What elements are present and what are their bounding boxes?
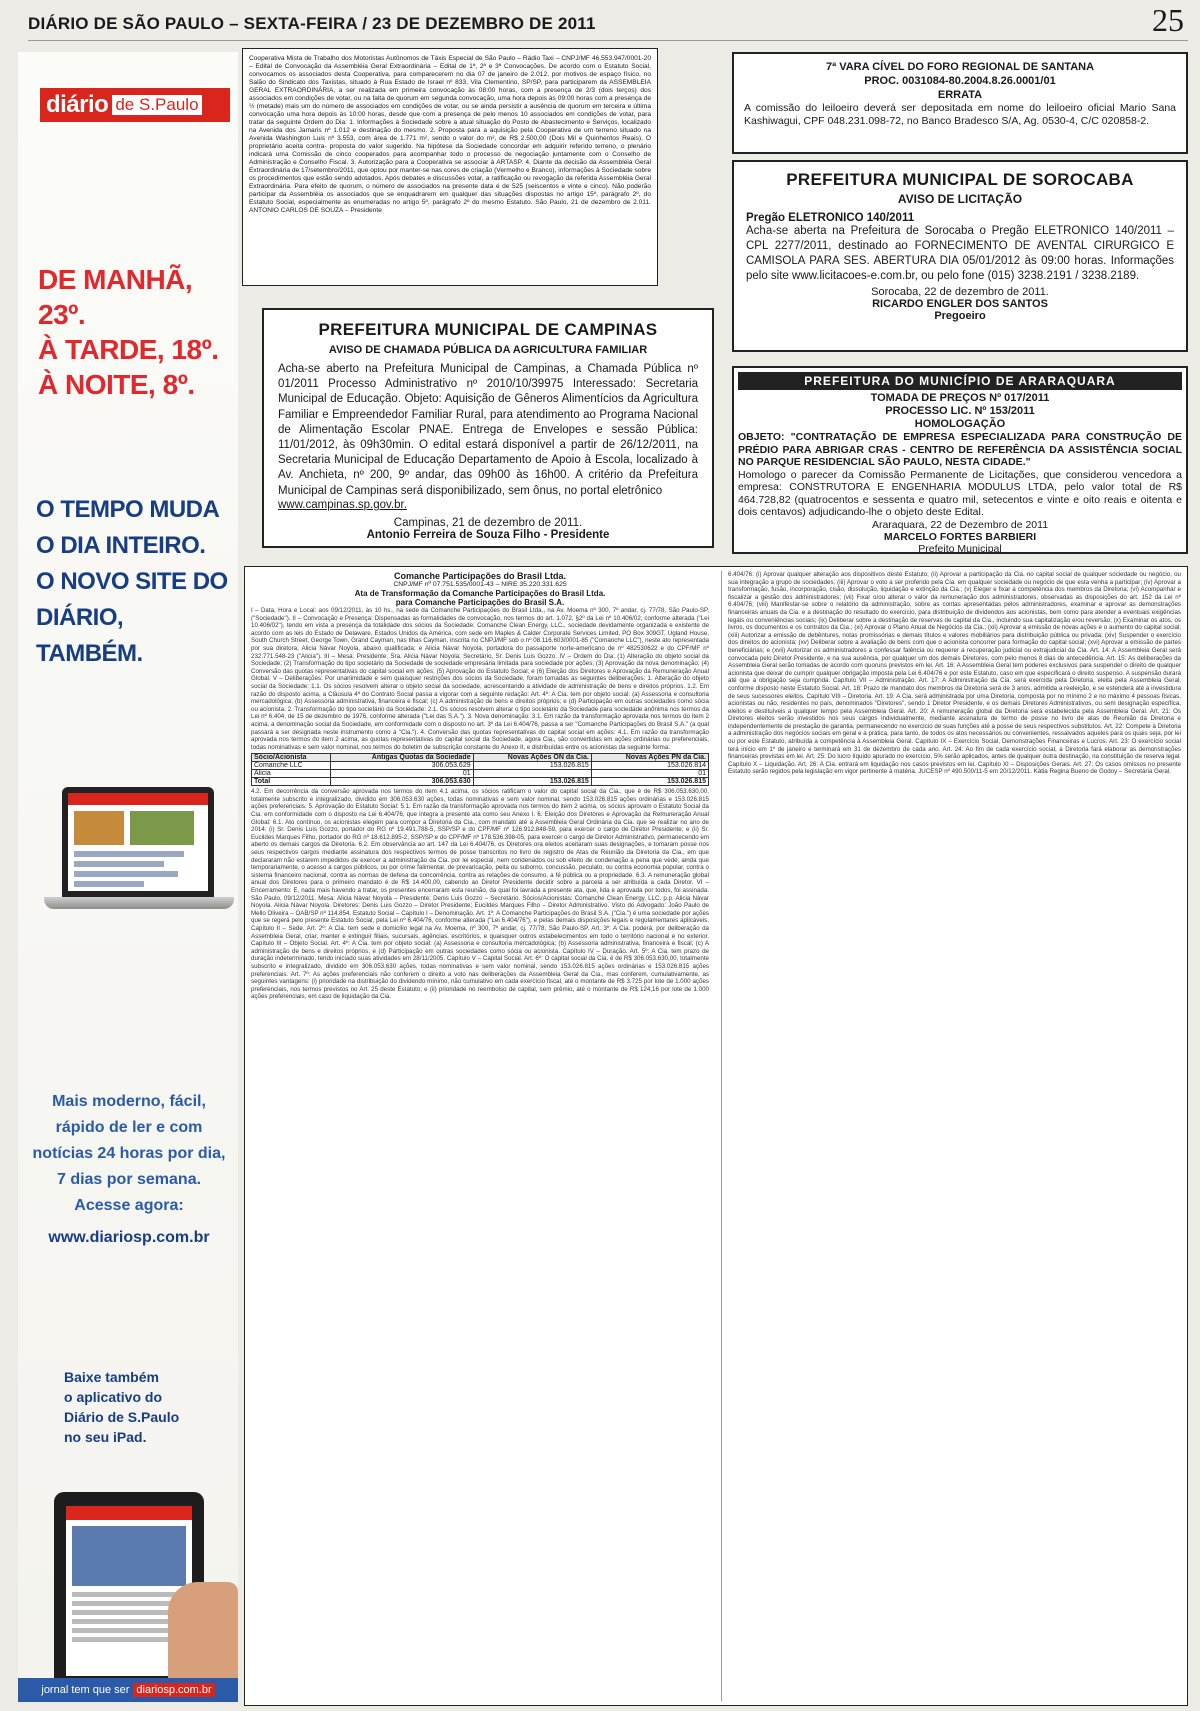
comanche-paragraph-3: 6.404/76: (i) Aprovar qualquer alteração aos dispositivos deste Estatuto; (ii) Aprovar a participação da Cia. no capital social de qualquer sociedade ou negócio, ou sua integração a grupo de sociedades; (iii) Aprovar o voto a ser proferido pela Cia. em qualquer sociedade ou negócio de que esta venha a participar; (iv) Aprovar a transformação, fusão, incorporação, cisão, dissolução, liquidação e extinção da Cia.; (v) Eleger e fixar a competência dos membros da Diretoria; (vi) Acompanhar e fiscalizar a gestão dos administradores; (vii) Fixar o/ou alterar o valor da remuneração dos administradores, observadas as disposições do art. 152 da Lei nº 6.404/76; (viii) Manifestar-se sobre o relatório da administração, sobre as contas apresentadas pelos administradores, examinar e aprovar as demonstrações financeiras anuais da Cia. e a destinação do resultado do exercício, para distribuição de dividendos aos acionistas, bem como para atender a eventuais exigências legais ou conveniências sociais; (ix) Deliberar sobre a destinação de reservas de capital da Cia., incluindo sua capitalização e/ou reversão; (x) Examinar os atos, os livros, os documentos e os contratos da Cia.; (xi) Aprovar o Plano Anual de Negócios da Cia.; (xii) Aprovar a emissão de novas ações e o aumento do capital social; (xiii) Autorizar a emissão de debêntures, notas promissórias e demais títulos e valores mobiliários para distribuição pública ou privada; (xiv) Suspender o exercício dos direitos do acionista; (xv) Deliberar sobre a avaliação de bens com que o acionista concorrer para formação do capital social; (xvi) Aprovar a emissão de partes beneficiárias; e (xvii) Autorizar os administradores a confessar falência ou requerer a recuperação judicial ou extrajudicial da Cia. Art. 14: A Assembleia Geral será convocada pelo Diretor Presidente, e na sua ausência, por qualquer um dos demais Diretores, com pelo menos 8 dias de antecedência. Art. 15: As deliberações da Assembleia Geral serão tomadas de acordo com quoruns previstos em lei. Art. 16: A Assembleia Geral tem poderes exclusivos para suspender o direito de qualquer acionista que deixar de cumprir qualquer obrigação imposta pela Lei 6.404/76 e por este Estatuto, caso em que especificará o direito suspenso. A suspensão durará até que a obrigação seja cumprida. Capítulo VII – Administração. Art. 17: A Administração da Cia. será exercida pela Diretoria, eleita pela Assembleia Geral, conforme disposto neste Estatuto Social. Art. 18: Prazo de mandato dos membros da Diretoria será de 3 anos, admitida a reeleição, e se estenderá até a investidura de seus sucessores eleitos. Capítulo VIII – Diretoria. Art. 19: A Cia. será administrada por uma Diretoria, composta por no mínimo 2 e no máximo 4 pessoas físicas, acionistas ou não, residentes no país, denominados "Diretores", sendo 1 Diretor Presidente, e os demais Diretores Administrativos, ou sem designação específica, eleitos e destituíveis a qualquer tempo pela Assembleia Geral. Art. 20: A remuneração global da Diretoria será estabelecida pela Assembleia Geral. Art. 21: Os Diretores eleitos serão investidos nos seus cargos individualmente, mediante assinatura de termo de posse no livro de atas de Reunião da Diretoria e independentemente de prestação de garantia, permanecendo no exercício de suas funções até a posse de seus respectivos substitutos. Art. 22: Compete à Diretoria a administração dos negócios sociais em geral e a prática, para tanto, de todos os atos necessários ou convenientes, ressalvados aqueles para os quais seja, por lei ou por este Estatuto, atribuída a competência à Assembleia Geral. Capítulo IX – Exercício Social, Demonstrações Financeiras e Lucros. Art. 23: O exercício social terá início em 1º de janeiro e terminará em 31 de dezembro de cada ano. Art. 24: Ao fim de cada exercício social, a Diretoria fará elaborar as demonstrações financeiras previstas em lei. Art. 25: Do lucro líquido apurado no exercício, 5% serão aplicados, antes de qualquer outra destinação, na constituição de reserva legal. Capítulo X – Liquidação. Art. 26: A Cia. entrará em liquidação nos casos previstos em lei. Capítulo XI – Disposições Gerais. Art. 27: Os casos omissos no presente Estatuto serão regidos pela legislação em vigor pertinente à matéria. JUCESP nº 490.500/11-5 em 20/12/2011. Kátia Regina Bueno de Godoy – Secretária Geral. [728,571,1181,776]
masthead: DIÁRIO DE SÃO PAULO – SEXTA-FEIRA / 23 DE DEZEMBRO DE 2011 [28,14,596,33]
ipad-line: no seu iPad. [64,1429,147,1445]
table-cell: 306.053.629 [331,762,474,770]
araraquara-homologacao: HOMOLOGAÇÃO [914,418,1006,430]
comanche-ids: CNPJ/MF nº 07.751.535/0001-43 – NIRE 35.220.331.625 [393,581,567,588]
comanche-ata: Ata de Transformação da Comanche Participações do Brasil Ltda. [354,589,606,598]
table-header: Novas Ações PN da Cia. [591,754,708,762]
table-row [252,770,709,778]
campinas-signature: Antonio Ferreira de Souza Filho - Presidente [366,528,610,541]
sorocaba-signer: RICARDO ENGLER DOS SANTOS [872,298,1048,310]
santana-process: PROC. 0031084-80.2004.8.26.0001/01 [864,75,1056,87]
santana-court: 7ª VARA CÍVEL DO FORO REGIONAL DE SANTANA [825,61,1095,73]
sorocaba-title: PREFEITURA MUNICIPAL DE SOROCABA [786,170,1134,189]
santana-body: A comissão do leiloeiro deverá ser depositada em nome do leiloeiro oficial Mario Sana Kashiwagui, CPF 048.231.098-72, no Banco Bradesco S/A, Ag. 0530-4, C/C 020858-2. [744,102,1176,127]
campinas-notice [262,308,714,548]
sorocaba-date: Sorocaba, 22 de dezembro de 2011. [871,286,1049,298]
slogan-line: O DIA INTEIRO. [36,532,206,559]
campinas-body: Acha-se aberto na Prefeitura Municipal de Campinas, a Chamada Pública nº 01/2011 Processo Administrativo nº 2010/10/39975 Interessado: Secretaria Municipal de Educação. Objeto: Aquisição de Gêneros Alimentícios da Agricultura Familiar e Empreendedor Familiar Rural, para atendimento ao Programa Nacional de Alimentação Escolar PNAE. Entrega de Envelopes e sessão Pública: 11/01/2012, às 09h30min. O edital estará disponível a partir de 26/12/2011, na Secretaria Municipal de Educação Departamento de Apoio à Escola, localizado à Av. Anchieta, nº 200, 9º andar, das 09h00 às 16h00. A critério da Prefeitura Municipal de Campinas será disponibilizado, sem ônus, no portal eletrônico [278,363,698,497]
table-header: Sócio/Acionista [252,754,331,762]
table-cell: Comanche LLC [252,762,331,770]
ad-footer [18,1678,238,1702]
comanche-name: Comanche Participações do Brasil Ltda. [393,571,567,581]
table-cell: 153.026.815 [591,778,708,786]
araraquara-notice [732,366,1188,554]
araraquara-objeto: OBJETO: "CONTRATAÇÃO DE EMPRESA ESPECIALIZADA PARA CONSTRUÇÃO DE PRÉDIO PARA ABRIGAR CRAS - CENTRO DE REFERÊNCIA DA ASSISTÊNCIA SOCIAL NO PARQUE RESIDENCIAL SÃO PAULO, NESTA CIDADE." [738,431,1182,468]
table-cell: 01 [331,770,474,778]
promo-line: notícias 24 horas por dia, [32,1145,226,1162]
weather-afternoon: À TARDE, 18º. [38,334,219,365]
table-cell: 306.053.630 [331,778,474,786]
araraquara-role: Prefeito Municipal [918,542,1002,555]
santana-errata-label: ERRATA [937,89,983,101]
newspaper-logo [40,88,230,122]
comanche-ata2: para Comanche Participações do Brasil S.A. [395,598,565,607]
footer-url-link[interactable]: diariosp.com.br [133,1683,214,1697]
araraquara-date: Araraquara, 22 de Dezembro de 2011 [871,518,1049,531]
ipad-app-text [64,1367,214,1447]
sorocaba-pregao: Pregão ELETRONICO 140/2011 [746,212,915,224]
promo-text [24,1089,234,1251]
table-row [252,762,709,770]
page-number: 25 [1152,2,1184,38]
table-cell [473,770,591,778]
weather-forecast [38,262,238,402]
araraquara-title: PREFEITURA DO MUNICÍPIO DE ARARAQUARA [738,372,1182,390]
coop-notice [242,48,658,286]
promo-line: rápido de ler e com [55,1119,203,1136]
table-cell: 153.026.815 [473,762,591,770]
araraquara-tomada: TOMADA DE PREÇOS Nº 017/2011 [870,392,1050,404]
sorocaba-subtitle: AVISO DE LICITAÇÃO [897,192,1023,206]
weather-morning: DE MANHÃ, 23º. [38,264,193,330]
comanche-paragraph-2: 4.2. Em decorrência da conversão aprovada nos termos do item 4.1 acima, os sócios ratificam o valor do capital social da Cia., que é de R$ 306.053.630,00, totalmente subscrito e integralizado, dividido em 306.053.630 ações, todas nominativas e sem valor nominal, sendo 153.026.815 ações ordinárias e 153.026.815 ações preferenciais. 5. Aprovação do Estatuto Social: 5.1. Em razão da transformação aprovada nos termos do item 2 acima, os sócios aprovam o Estatuto Social da Cia. em conformidade com o disposto na Lei 6.404/76, que integra a presente ata como seu Anexo I. 6. Eleição dos Diretores e Aprovação da Remuneração Anual Global: 6.1. Ato contínuo, os acionistas elegem para compor a Diretoria da Cia., com mandato até a Assembleia Geral Ordinária da Cia. que se realizar no ano de 2014: (i) Sr. Denis Luis Gozzo, portador do RG nº 19.491.788-5, SSP/SP e do CPF/MF nº 126.912.848-59, para exercer o cargo de Diretor Presidente; e (ii) Sr. Eucildes Marques Filho, portador do RG nº 18.612.895-2, SSP/SP e do CPF/MF nº 178.536.398-05, para exercer o cargo de Diretor Administrativo, permanecendo em aberto os demais cargos da Diretoria. 6.2. Em observância ao art. 147 da Lei 6.404/76, os Diretores ora eleitos aceitaram suas designações, e tomaram posse nos seus respectivos cargos mediante assinatura dos respectivos termos de posse transcritos no livro de registro de Atas de Reunião da Diretoria da Cia., em que declararam não estarem impedidos de exercer a administração da Cia. por lei especial, nem condenados ou sob efeito de condenação a pena que vede, ainda que temporariamente, o acesso a cargos públicos, ou por crime falimentar, de prevaricação, peita ou suborno, concussão, peculato, ou contra economia popular, contra o sistema financeiro nacional, contra as normas de defesa da concorrência, contra as relações de consumo, a fé pública ou a propriedade. 6.3. A remuneração global anual dos Diretores para o primeiro mandato é de R$ 14.400,00, cabendo ao Diretor Presidente decidir sobre a parcela a ser atribuída a cada Diretor. VI – Encerramento: E, nada mais havendo a tratar, os presentes encerraram esta reunião, da qual foi lavrada a presente ata, que, lida e aprovada por todos, foi assinada. São Paulo, 09/12/2011. Mesa: Alicia Nàvar Noyola – Presidente; Denis Luis Gozzo – Secretário. Sócios/Acionistas: Comanche Clean Energy, LLC. p.p. Alicia Nàvar Noyola. Alicia Nàvar Noyola. Diretores: Denis Luis Gozzo – Diretor Presidente; Eucildes Marques Filho – Diretor Administrativo. Visto do Advogado: João Paulo de Mello Oliveira – OAB/SP nº 114.854. Estatuto Social – Capítulo I – Denominação. Art. 1º: A Comanche Participações do Brasil S.A. ("Cia.") é uma sociedade por ações que se regerá pelo presente Estatuto Social, pela Lei nº 6.404/76, conforme alterada ("Lei 6.404/76"), e pelas demais disposições legais e regulamentares aplicáveis. Capítulo II – Sede. Art. 2º: A Cia. tem sede e domicílio legal na Av. Moema, nº 300, 7º andar, cj. 77/78, São Paulo-SP. Art. 3º: A Cia. poderá, por deliberação da Assembleia Geral, criar, manter e extinguir filiais, sucursais, agências, escritórios, e quaisquer outros estabelecimentos em todo o território nacional e no exterior. Capítulo III – Objeto Social. Art. 4º: A Cia. tem por objeto social: (a) Assessoria e consultoria mercadológica; (b) Assessoria administrativa, financeira e fiscal; (c) A administração de bens e direitos próprios; e (d) Participação em outras sociedades como sócia ou acionista. Capítulo IV – Duração. Art. 5º: A Cia. tem prazo de duração indeterminado, tendo iniciado suas atividades em 28/11/2005. Capítulo V – Capital Social. Art. 6º: O capital social da Cia. é de R$ 306.053.630,00, totalmente subscrito e integralizado, dividido em 306.053.630 ações, todas nominativas e sem valor nominal, sendo 153.026.815 ações ordinárias e 153.026.815 ações preferenciais. Art. 7º: As ações preferenciais não conferem o direito a voto nas deliberações da Assembleia Geral da Cia., mas conferem, cumulativamente, as seguintes vantagens: (i) prioridade na distribuição do dividendo mínimo, não cumulativo em cada exercício fiscal, até o montante de R$ 3.725 por lote de 1.000 ações preferenciais, nos termos previstos no Art. 25 deste Estatuto; e (ii) prioridade no reembolso de capital, sem prêmio, até o montante de R$ 124,16 por lote de 1.000 ações preferenciais, em caso de liquidação da Cia. [251,788,709,1001]
table-row [252,778,709,786]
weather-night: À NOITE, 8º. [38,369,195,400]
table-cell: Alicia [252,770,331,778]
logo-sub: de S.Paulo [112,95,201,115]
table-cell: Total [252,778,331,786]
table-cell: 153.026.814 [591,762,708,770]
coop-text: Cooperativa Mista de Trabalho dos Motoristas Autônomos de Táxis Especial de São Paulo – Rádio Taxi – CNPJ/MF 46.553.947/0001-20 – Edital de Convocação da Assembléia Geral Extraordinária – Edital de 1ª, 2ª e 3ª Convocações. De acordo com o Estatuto Social, convocamos os associados desta Cooperativa, para comparecerem no dia 07 de janeiro de 2.012, por motivos de espaço físico, no Salão do Sindicato dos Taxistas, situado à Rua Estado de Israel nº 833, Vila Clementino, SP/SP, para participarem da ASSEMBLEIA GERAL EXTRAORDINÁRIA, a ser realizada em primeira convocação às 08:00 horas, com a presença de 2/3 (dois terços) dos associados em condições de votar, ou na falta de quorum em segunda convocação, uma hora depois às 09:00 horas com a presença de ½ (metade) mais um do número de associados em condições de votar, ou se ainda persistir a ausência de quorum em terceira e última convocação uma hora depois às 10:00 horas, desde que com a presença de pelo menos 10 associados em condições de votar, para tratar da seguinte Ordem do Dia: 1. Informações à Sociedade sobre a atual situação do Posto de Abastecimento e Serviços, localizado na Avenida dos Jamaris nº 1.012 e destinação do mesmo. 2. Proposta para a aquisição pela Cooperativa de um terreno situado na Avenida Washington Luis nº 3.553, com área de 1.771 m², sendo o valor do m², de R$ 2.500,00 (Dois Mil e Quinhentos Reais). O proprietário aceita contra- proposta do valor sugerido. Na hipótese da Sociedade concordar em adquirir referido terreno, o plenário indicará uma Comissão de cinco cooperados para acompanhar todo o processo de negociação juntamente com o Conselho de Administração e Conselho Fiscal. 3. Autorização para a Cooperativa se associar à ARTASP. 4. Diante da decisão da Assembléia Geral Extraordinária de 17/setembro/2011, que optou por manter-se nas cores de criação (Vermelho e Branco), informações à Sociedade sobre os procedimentos que estão sendo adotados. Após debates e discussões votar, a ratificação ou revogação da referida Assembléia Geral Extraordinária. Para efeito de quorum, o número de associados na presente data é de 525 (seiscentos e vinte e cinco). Não poderão participar da Assembléia os associados que se enquadrarem em qualquer das situações dispostas no artigo 15º, parágrafo 2º, do Estatuto Social, especialmente as enumeradas no artigo 5º, parágrafo 2º do mesmo Estatuto. São Paulo, 21 de dezembro de 2.011. ANTONIO CARLOS DE SOUZA – Presidente [249,55,651,214]
araraquara-signer: MARCELO FORTES BARBIERI [883,530,1037,543]
campinas-title: PREFEITURA MUNICIPAL DE CAMPINAS [318,320,658,339]
ipad-line: Baixe também [64,1369,159,1385]
table-cell: 153.026.815 [473,778,591,786]
footer-tagline: jornal tem que ser [41,1684,130,1696]
sorocaba-role: Pregoeiro [934,310,986,322]
sorocaba-body: Acha-se aberta na Prefeitura de Sorocaba o Pregão ELETRONICO 140/2011 – CPL 2277/2011, destinado ao FORNECIMENTO DE AVENTAL CIRURGICO E CAMISOLA PARA SES. ABERTURA DIA 05/01/2012 às 09:00 horas. Informações pelo site www.licitacoes-e.com.br, ou pelo fone (015) 3238.2191 / 3238.2189. [746,225,1174,282]
campinas-subtitle: AVISO DE CHAMADA PÚBLICA DA AGRICULTURA FAMILIAR [328,344,648,356]
sidebar-advertisement[interactable] [18,52,238,1702]
comanche-notice [244,566,1188,1706]
slogan-line: DIÁRIO, TAMBÉM. [36,604,143,667]
promo-line: Mais moderno, fácil, [52,1093,206,1110]
promo-line: 7 dias por semana. [56,1171,202,1188]
promo-url-link[interactable]: www.diariosp.com.br [48,1229,210,1246]
slogan-line: O NOVO SITE DO [36,568,228,595]
quotas-table [251,753,709,786]
santana-errata-notice [732,52,1188,154]
araraquara-body: Homologo o parecer da Comissão Permanente de Licitações, que considerou vencedora a empresa: CONSTRUTORA E ENGENHARIA MODULUS LTDA, pelo valor total de R$ 464.728,82 (quatrocentos e sessenta e quatro mil, setecentos e vinte e oito reais e oitenta e dois centavos) adjudicando-lhe o objeto deste Edital. [738,468,1182,518]
table-header: Antigas Quotas da Sociedade [331,754,474,762]
table-header-row [252,754,709,762]
laptop-image [44,787,234,957]
campinas-date: Campinas, 21 de dezembro de 2011. [393,516,583,529]
table-cell: 01 [591,770,708,778]
araraquara-processo: PROCESSO LIC. Nº 153/2011 [885,405,1035,417]
page-header [28,2,1188,41]
sorocaba-notice [732,160,1188,352]
ipad-line: o aplicativo do [64,1389,163,1405]
campinas-portal-link[interactable]: www.campinas.sp.gov.br. [278,498,407,511]
logo-main: diário [46,91,109,118]
slogan-line: O TEMPO MUDA [36,496,220,523]
hand-image [168,1582,238,1692]
promo-line: Acesse agora: [74,1197,184,1214]
ipad-line: Diário de S.Paulo [64,1409,180,1425]
ad-slogan [36,492,236,672]
table-header: Novas Ações ON da Cia. [473,754,591,762]
comanche-paragraph-1: I – Data, Hora e Local: aos 09/12/2011, às 10 hs., na sede da Comanche Participações do Brasil Ltda., na Av. Moema nº 300, 7º andar, cj. 77/78, São Paulo-SP, ("Sociedade"). II – Convocação e Presença: Dispensadas as formalidades de convocação, nos termos do art. 1.072, §2º da Lei nº 10.406/02, conforme alterada ("Lei 10.406/02"), tendo em vista a presença da totalidade dos sócios da Sociedade: Comanche Clean Energy, LLC., sociedade devidamente organizada e existente de acordo com as leis do Estado de Delaware, Estados Unidos da América, com sede em Maples & Calder Corporate Services Limited, PO Box 309GT, Ugland House, South Church Street, George Town, Grand Cayman, nas Ilhas Cayman, inscrita no CNPJ/MF sob o nº 08.116.603/0001-85 ("Comanche LLC"), neste ato representada por sua diretora, Alicia Nàvar Noyola, abaixo qualificada; e Alicia Nàvar Noyola, portadora do passaporte norte-americano de nº 482530622 e do CPF/MF nº 232.771.548-23 ("Alicia"). III – Mesa: Presidente, Sra. Alicia Nàvar Noyola; Secretário, Sr. Denis Luis Gozzo. IV – Ordem do Dia: (1) Alteração do objeto social da Sociedade; (2) Transformação do tipo societário da Sociedade de sociedade empresária limitada para sociedade por ações; (3) Aprovação da nova denominação; (4) Conversão das quotas representativas do capital social em ações; (5) Aprovação do Estatuto Social; e (6) Eleição dos Diretores e Aprovação da Remuneração Anual Global. V – Deliberações: Por unanimidade e sem quaisquer restrições dos sócios da Sociedade, foram tomadas as seguintes deliberações: 1. Alteração do objeto social da Sociedade: 1.1. Os sócios resolvem alterar o objeto social da sociedade, acrescentando a atividade de administração de bens e direitos próprios. 1.2. Em razão do disposto acima, a Cláusula 4ª do Contrato Social passa a vigorar com a seguinte redação: Art. 4º: A Cia. tem por objeto social: (a) Assessoria e consultoria mercadológica; (b) Assessoria administrativa, financeira e fiscal; (c) A administração de bens e direitos próprios; e (d) Participação em outras sociedades como sócia ou acionista. 2. Transformação do tipo societário da Sociedade: 2.1. Os sócios resolvem alterar o tipo societário da Sociedade para sociedade anônima nos termos da Lei nº 6.404, de 15 de dezembro de 1976, conforme alterada ("Lei das S.A."). 3. Nova denominação: 3.1. Em razão da transformação aprovada nos termos do item 2 acima, a denominação social da Sociedade, em conformidade com o disposto no art. 3º da Lei 6.404/76, passa a ser "Comanche Participações do Brasil S.A." (a qual passará a ser designada neste instrumento como a "Cia."). 4. Conversão das quotas representativas do capital social em ações: 4.1. Em razão da transformação aprovada nos termos do item 2 acima, as quotas representativas do capital social da Sociedade, agora Cia., são convertidas em ações ordinárias ou preferenciais, todas nominativas e sem valor nominal, nos termos do boletim de subscrição constante do Anexo II, e distribuídas entre os acionistas da seguinte forma: [251,607,709,751]
